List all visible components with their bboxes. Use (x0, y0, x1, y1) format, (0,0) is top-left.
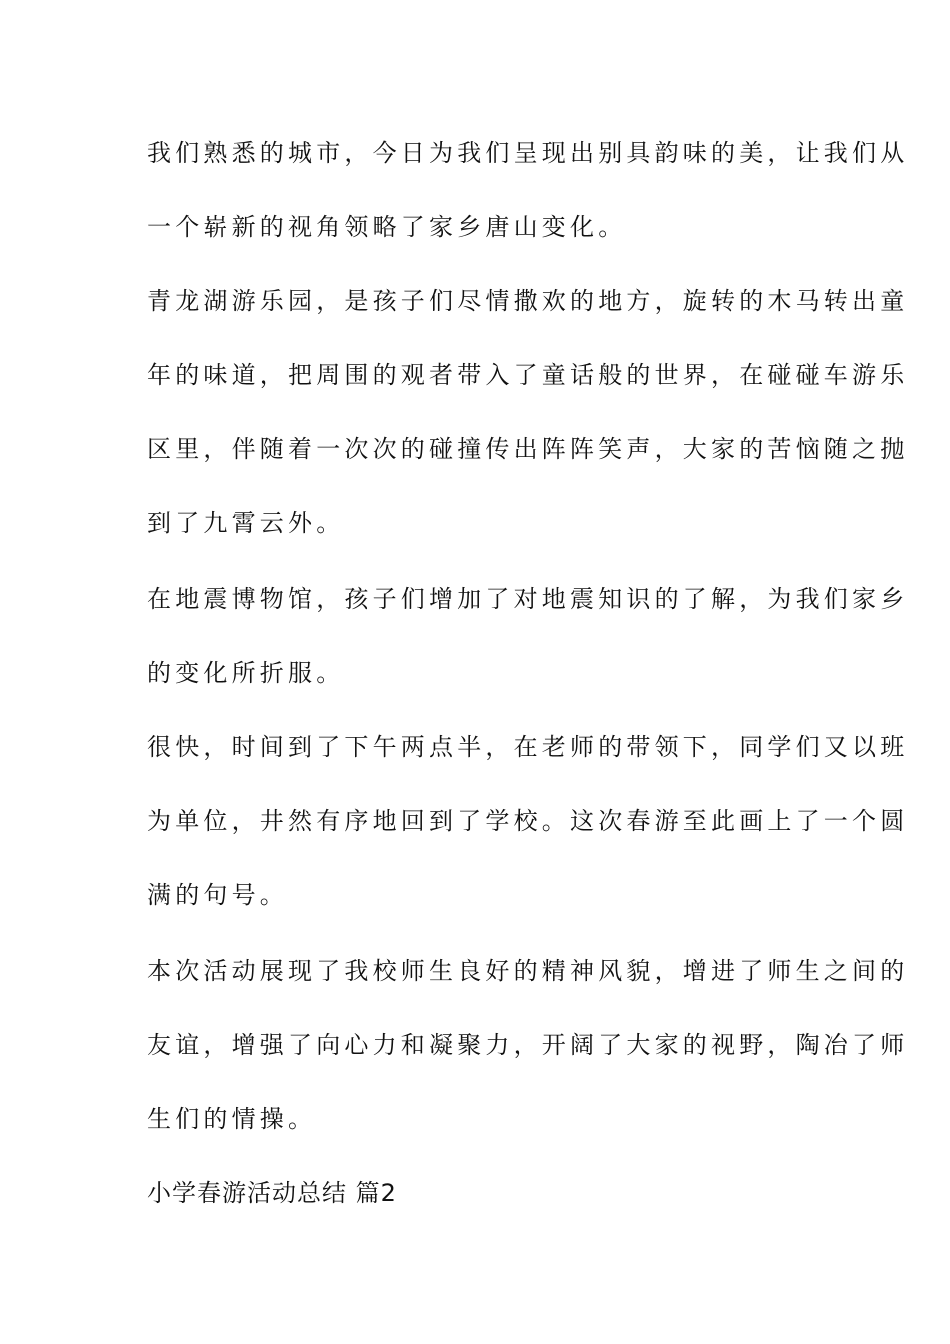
paragraph-line: 我们熟悉的城市，今日为我们呈现出别具韵味的美，让我们从 (147, 139, 909, 167)
paragraph-line: 到了九霄云外。 (147, 509, 345, 537)
paragraph-line: 为单位，井然有序地回到了学校。这次春游至此画上了一个圆 (147, 807, 909, 835)
paragraph-line: 本次活动展现了我校师生良好的精神风貌，增进了师生之间的 (147, 957, 909, 985)
paragraph-line: 友谊，增强了向心力和凝聚力，开阔了大家的视野，陶冶了师 (147, 1031, 909, 1059)
paragraph-line: 区里，伴随着一次次的碰撞传出阵阵笑声，大家的苦恼随之抛 (147, 435, 909, 463)
paragraph-line: 青龙湖游乐园，是孩子们尽情撒欢的地方，旋转的木马转出童 (147, 287, 909, 315)
paragraph-line: 生们的情操。 (147, 1105, 317, 1133)
paragraph-line: 满的句号。 (147, 881, 288, 909)
paragraph-line: 的变化所折服。 (147, 659, 345, 687)
paragraph-line: 年的味道，把周围的观者带入了童话般的世界，在碰碰车游乐 (147, 361, 909, 389)
paragraph-line: 在地震博物馆，孩子们增加了对地震知识的了解，为我们家乡 (147, 585, 909, 613)
section-heading: 小学春游活动总结 篇2 (147, 1179, 397, 1207)
paragraph-line: 很快，时间到了下午两点半，在老师的带领下，同学们又以班 (147, 733, 909, 761)
paragraph-line: 一个崭新的视角领略了家乡唐山变化。 (147, 213, 627, 241)
